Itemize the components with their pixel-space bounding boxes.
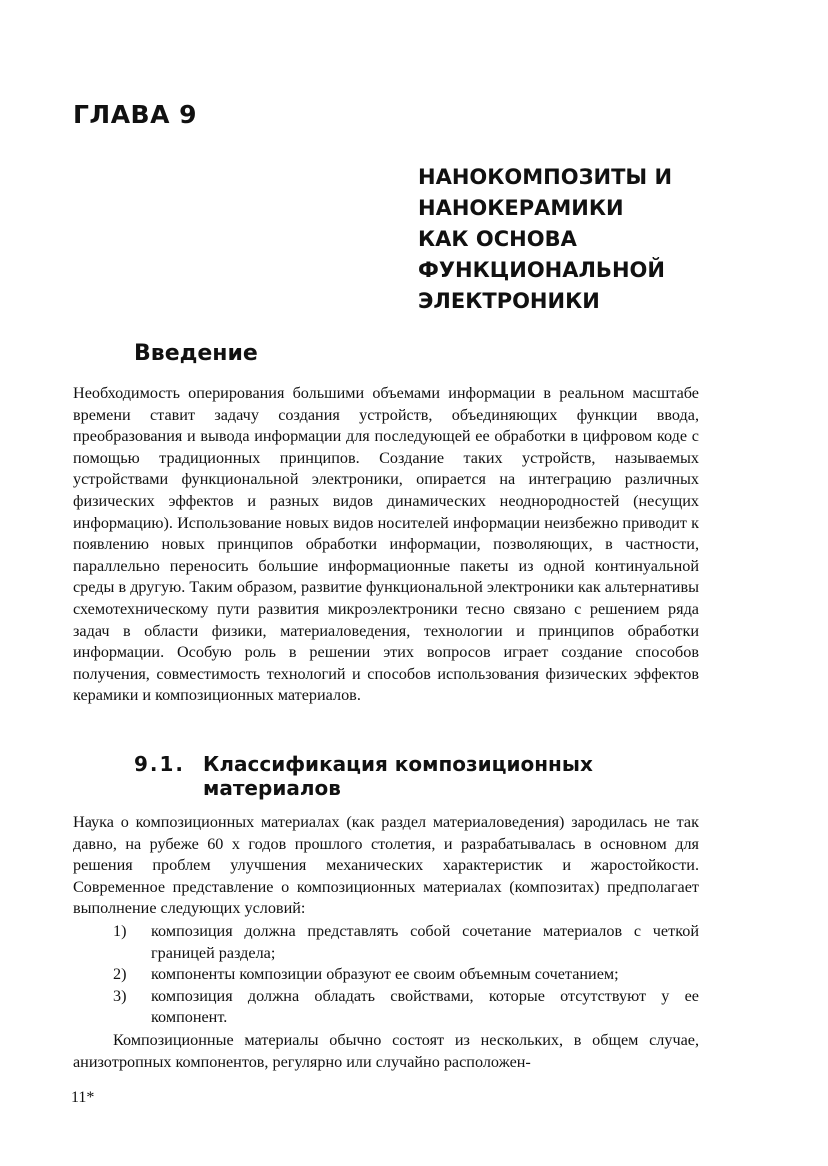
section-paragraph: Наука о композиционных материалах (как раздел материаловедения) зародилась не так давно, на рубеже 60 х годов прошлого столетия, и разрабатывалась в основном для решения проблем улучшения механических характеристик и жаростойкости. Современное представление о композиционных материалах (композитах) предполагает выполнение следующих условий: bbox=[73, 813, 699, 918]
list-item-text: композиция должна обладать свойствами, которые отсутствуют у ее компонент. bbox=[151, 986, 699, 1027]
chapter-title-line: КАК ОСНОВА bbox=[418, 227, 577, 251]
list-item-text: компоненты композиции образуют ее своим объемным сочетанием; bbox=[151, 965, 619, 984]
list-item-text: композиция должна представлять собой сочетание материалов с четкой границей раздела; bbox=[151, 922, 699, 962]
list-marker: 2) bbox=[113, 965, 127, 984]
chapter-title-line: НАНОКЕРАМИКИ bbox=[418, 196, 624, 220]
list-marker: 1) bbox=[113, 922, 127, 940]
intro-heading: Введение bbox=[134, 341, 258, 366]
closing-paragraph: Композиционные материалы обычно состоят из нескольких, в общем случае, анизотропных компонентов, регулярно или случайно расположен- bbox=[73, 1031, 699, 1071]
list-item bbox=[73, 964, 699, 986]
chapter-title-line: ЭЛЕКТРОНИКИ bbox=[418, 289, 600, 313]
conditions-list bbox=[73, 921, 699, 1029]
list-item bbox=[73, 986, 699, 1029]
section-number: 9.1. bbox=[134, 752, 186, 776]
section-title: Классификация композиционных материалов bbox=[203, 752, 593, 800]
page-number: 11* bbox=[71, 1089, 95, 1106]
list-item bbox=[73, 921, 699, 964]
chapter-title-line: НАНОКОМПОЗИТЫ И bbox=[418, 165, 673, 189]
chapter-title-line: ФУНКЦИОНАЛЬНОЙ bbox=[418, 258, 665, 282]
chapter-title bbox=[418, 162, 718, 317]
list-marker: 3) bbox=[113, 986, 127, 1005]
chapter-label: ГЛАВА 9 bbox=[73, 100, 198, 129]
intro-paragraph: Необходимость оперирования большими объемами информации в реальном масштабе времени ставит задачу создания устройств, объединяющих функции ввода, преобразования и вывода информации для последующей ее обработки в цифровом коде с помощью традиционных принципов. Создание таких устройств, называемых устройствами функциональной электроники, опирается на интеграцию различных физических эффектов и разных видов динамических неоднородностей (несущих информацию). Использование новых видов носителей информации неизбежно приводит к появлению новых принципов обработки информации, позволяющих, в частности, параллельно переносить большие информационные пакеты из одной континуальной среды в другую. Таким образом, развитие функциональной электроники как альтернативы схемотехническому пути развития микроэлектроники тесно связано с решением ряда задач в области физики, материаловедения, технологии и принципов обработки информации. Особую роль в решении этих вопросов играет создание способов получения, совместимость технологий и способов использования физических эффектов керамики и композиционных материалов. bbox=[73, 384, 699, 705]
